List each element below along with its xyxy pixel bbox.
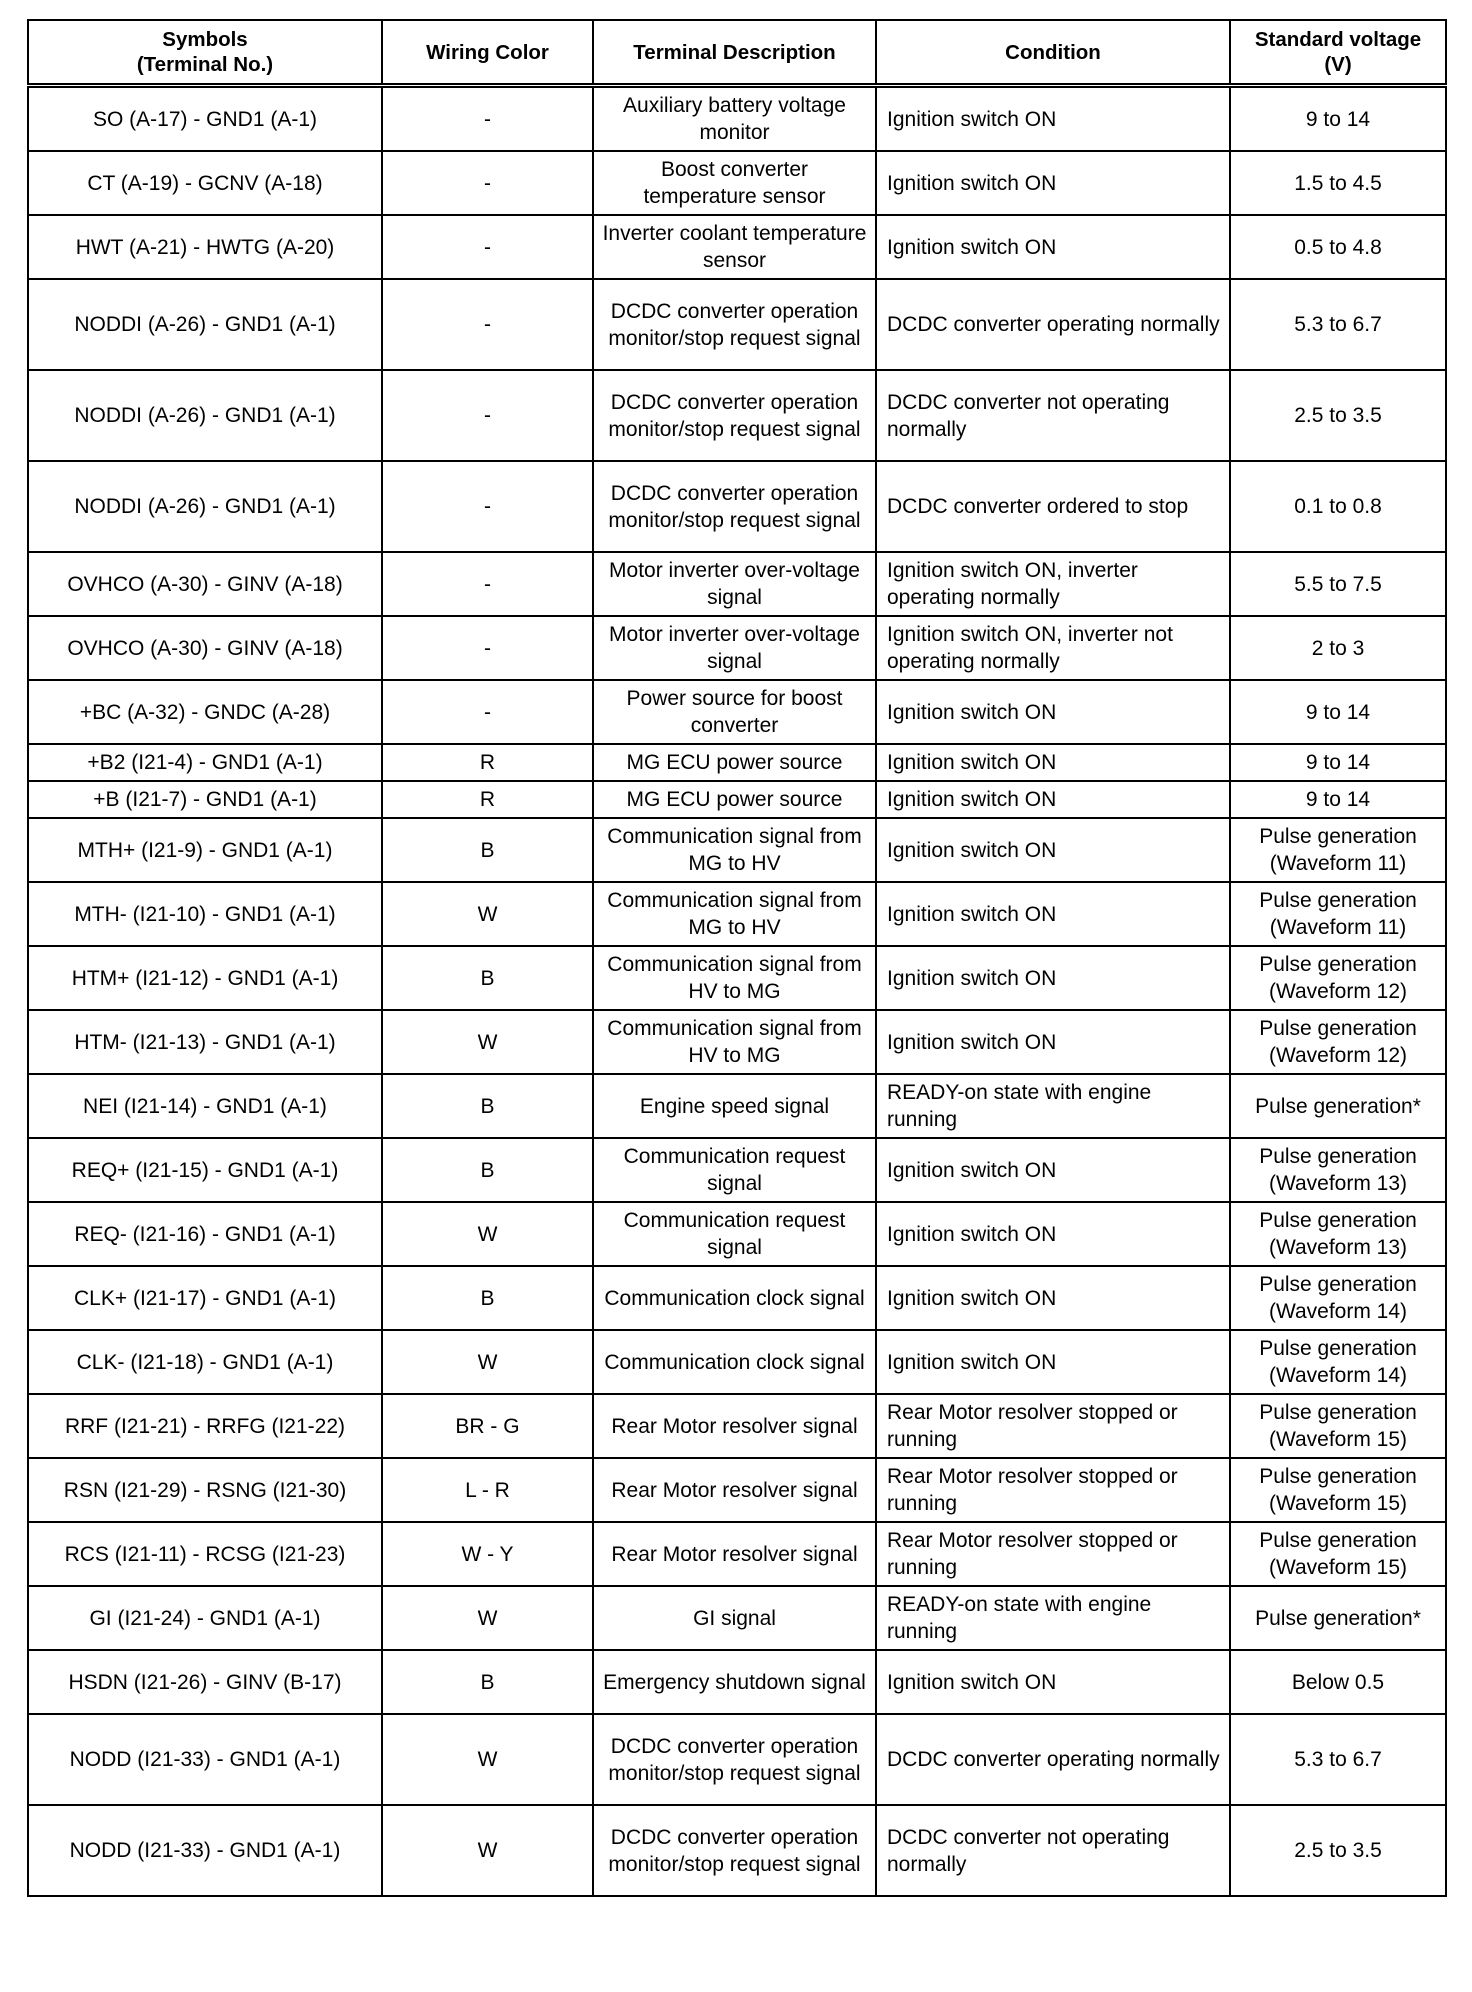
symbol-cell: CLK+ (I21-17) - GND1 (A-1) (28, 1266, 382, 1330)
description-cell: Communication request signal (593, 1138, 876, 1202)
table-row (28, 744, 1446, 781)
condition-cell: Ignition switch ON (876, 946, 1230, 1010)
voltage-cell: 5.5 to 7.5 (1230, 552, 1446, 616)
voltage-cell: Pulse generation* (1230, 1074, 1446, 1138)
voltage-cell: Pulse generation (Waveform 11) (1230, 818, 1446, 882)
table-row (28, 1805, 1446, 1896)
condition-cell: Rear Motor resolver stopped or running (876, 1458, 1230, 1522)
wiring-color-cell: - (382, 680, 593, 744)
wiring-color-cell: B (382, 946, 593, 1010)
symbol-cell: OVHCO (A-30) - GINV (A-18) (28, 616, 382, 680)
voltage-cell: Pulse generation (Waveform 12) (1230, 1010, 1446, 1074)
wiring-color-cell: - (382, 215, 593, 279)
voltage-cell: 0.1 to 0.8 (1230, 461, 1446, 552)
condition-cell: Ignition switch ON (876, 744, 1230, 781)
condition-cell: Ignition switch ON (876, 781, 1230, 818)
voltage-cell: Pulse generation (Waveform 11) (1230, 882, 1446, 946)
symbol-cell: NODDI (A-26) - GND1 (A-1) (28, 279, 382, 370)
description-cell: MG ECU power source (593, 744, 876, 781)
symbol-cell: GI (I21-24) - GND1 (A-1) (28, 1586, 382, 1650)
condition-cell: Ignition switch ON (876, 882, 1230, 946)
wiring-color-cell: - (382, 616, 593, 680)
wiring-color-cell: B (382, 818, 593, 882)
description-cell: DCDC converter operation monitor/stop request signal (593, 1714, 876, 1805)
wiring-color-cell: W (382, 1330, 593, 1394)
description-cell: Communication request signal (593, 1202, 876, 1266)
symbol-cell: NODDI (A-26) - GND1 (A-1) (28, 461, 382, 552)
wiring-color-cell: - (382, 151, 593, 215)
header-wiring-color: Wiring Color (382, 20, 593, 86)
wiring-color-cell: W - Y (382, 1522, 593, 1586)
description-cell: DCDC converter operation monitor/stop request signal (593, 279, 876, 370)
description-cell: Rear Motor resolver signal (593, 1522, 876, 1586)
condition-cell: Rear Motor resolver stopped or running (876, 1522, 1230, 1586)
symbol-cell: +BC (A-32) - GNDC (A-28) (28, 680, 382, 744)
description-cell: DCDC converter operation monitor/stop request signal (593, 461, 876, 552)
wiring-color-cell: L - R (382, 1458, 593, 1522)
description-cell: Emergency shutdown signal (593, 1650, 876, 1714)
table-row (28, 279, 1446, 370)
condition-cell: DCDC converter operating normally (876, 279, 1230, 370)
condition-cell: DCDC converter ordered to stop (876, 461, 1230, 552)
description-cell: Boost converter temperature sensor (593, 151, 876, 215)
voltage-cell: 2 to 3 (1230, 616, 1446, 680)
voltage-cell: Pulse generation (Waveform 13) (1230, 1138, 1446, 1202)
description-cell: Communication clock signal (593, 1266, 876, 1330)
table-row (28, 1330, 1446, 1394)
symbol-cell: SO (A-17) - GND1 (A-1) (28, 86, 382, 152)
wiring-color-cell: W (382, 1714, 593, 1805)
table-row (28, 1074, 1446, 1138)
header-condition: Condition (876, 20, 1230, 86)
symbol-cell: NODDI (A-26) - GND1 (A-1) (28, 370, 382, 461)
voltage-cell: Pulse generation (Waveform 15) (1230, 1394, 1446, 1458)
table-header-row (28, 20, 1446, 86)
table-row (28, 1394, 1446, 1458)
table-row (28, 616, 1446, 680)
wiring-color-cell: - (382, 461, 593, 552)
condition-cell: Ignition switch ON, inverter not operating normally (876, 616, 1230, 680)
wiring-color-cell: B (382, 1650, 593, 1714)
symbol-cell: RSN (I21-29) - RSNG (I21-30) (28, 1458, 382, 1522)
condition-cell: Ignition switch ON (876, 1330, 1230, 1394)
table-row (28, 1010, 1446, 1074)
voltage-cell: 5.3 to 6.7 (1230, 1714, 1446, 1805)
header-symbols: Symbols (Terminal No.) (28, 20, 382, 86)
wiring-color-cell: - (382, 370, 593, 461)
description-cell: Engine speed signal (593, 1074, 876, 1138)
table-row (28, 818, 1446, 882)
symbol-cell: HTM+ (I21-12) - GND1 (A-1) (28, 946, 382, 1010)
wiring-color-cell: - (382, 279, 593, 370)
table-row (28, 1714, 1446, 1805)
description-cell: Motor inverter over-voltage signal (593, 552, 876, 616)
description-cell: Motor inverter over-voltage signal (593, 616, 876, 680)
voltage-cell: 9 to 14 (1230, 680, 1446, 744)
voltage-cell: 9 to 14 (1230, 781, 1446, 818)
header-terminal-description: Terminal Description (593, 20, 876, 86)
symbol-cell: REQ+ (I21-15) - GND1 (A-1) (28, 1138, 382, 1202)
table-row (28, 1586, 1446, 1650)
table-row (28, 781, 1446, 818)
table-row (28, 1266, 1446, 1330)
description-cell: Communication signal from HV to MG (593, 946, 876, 1010)
condition-cell: Ignition switch ON (876, 215, 1230, 279)
voltage-cell: 0.5 to 4.8 (1230, 215, 1446, 279)
symbol-cell: NODD (I21-33) - GND1 (A-1) (28, 1714, 382, 1805)
condition-cell: Ignition switch ON (876, 1010, 1230, 1074)
table-row (28, 1458, 1446, 1522)
symbol-cell: HTM- (I21-13) - GND1 (A-1) (28, 1010, 382, 1074)
voltage-cell: Pulse generation* (1230, 1586, 1446, 1650)
terminal-voltage-table-sheet (27, 19, 1445, 1897)
voltage-cell: Pulse generation (Waveform 15) (1230, 1522, 1446, 1586)
table-row (28, 461, 1446, 552)
wiring-color-cell: R (382, 781, 593, 818)
table-row (28, 1138, 1446, 1202)
voltage-cell: Pulse generation (Waveform 14) (1230, 1330, 1446, 1394)
voltage-cell: 1.5 to 4.5 (1230, 151, 1446, 215)
symbol-cell: REQ- (I21-16) - GND1 (A-1) (28, 1202, 382, 1266)
symbol-cell: +B2 (I21-4) - GND1 (A-1) (28, 744, 382, 781)
table-row (28, 1522, 1446, 1586)
description-cell: DCDC converter operation monitor/stop request signal (593, 370, 876, 461)
condition-cell: READY-on state with engine running (876, 1586, 1230, 1650)
condition-cell: DCDC converter not operating normally (876, 370, 1230, 461)
table-row (28, 151, 1446, 215)
terminal-voltage-table (27, 19, 1447, 1897)
condition-cell: Ignition switch ON (876, 151, 1230, 215)
table-row (28, 215, 1446, 279)
symbol-cell: NODD (I21-33) - GND1 (A-1) (28, 1805, 382, 1896)
table-row (28, 552, 1446, 616)
symbol-cell: CT (A-19) - GCNV (A-18) (28, 151, 382, 215)
symbol-cell: HWT (A-21) - HWTG (A-20) (28, 215, 382, 279)
voltage-cell: Pulse generation (Waveform 15) (1230, 1458, 1446, 1522)
description-cell: Communication signal from MG to HV (593, 882, 876, 946)
table-row (28, 1650, 1446, 1714)
wiring-color-cell: W (382, 1805, 593, 1896)
condition-cell: Rear Motor resolver stopped or running (876, 1394, 1230, 1458)
voltage-cell: 2.5 to 3.5 (1230, 1805, 1446, 1896)
condition-cell: DCDC converter operating normally (876, 1714, 1230, 1805)
voltage-cell: Pulse generation (Waveform 13) (1230, 1202, 1446, 1266)
voltage-cell: 9 to 14 (1230, 86, 1446, 152)
symbol-cell: OVHCO (A-30) - GINV (A-18) (28, 552, 382, 616)
condition-cell: Ignition switch ON (876, 1266, 1230, 1330)
description-cell: MG ECU power source (593, 781, 876, 818)
wiring-color-cell: B (382, 1266, 593, 1330)
condition-cell: Ignition switch ON (876, 1138, 1230, 1202)
symbol-cell: +B (I21-7) - GND1 (A-1) (28, 781, 382, 818)
wiring-color-cell: BR - G (382, 1394, 593, 1458)
table-row (28, 882, 1446, 946)
voltage-cell: Pulse generation (Waveform 14) (1230, 1266, 1446, 1330)
wiring-color-cell: R (382, 744, 593, 781)
condition-cell: READY-on state with engine running (876, 1074, 1230, 1138)
table-row (28, 680, 1446, 744)
wiring-color-cell: W (382, 882, 593, 946)
description-cell: DCDC converter operation monitor/stop request signal (593, 1805, 876, 1896)
condition-cell: Ignition switch ON, inverter operating normally (876, 552, 1230, 616)
description-cell: GI signal (593, 1586, 876, 1650)
voltage-cell: 2.5 to 3.5 (1230, 370, 1446, 461)
wiring-color-cell: W (382, 1010, 593, 1074)
description-cell: Inverter coolant temperature sensor (593, 215, 876, 279)
wiring-color-cell: - (382, 552, 593, 616)
condition-cell: Ignition switch ON (876, 1650, 1230, 1714)
table-body (28, 86, 1446, 1897)
description-cell: Communication signal from MG to HV (593, 818, 876, 882)
wiring-color-cell: B (382, 1074, 593, 1138)
symbol-cell: NEI (I21-14) - GND1 (A-1) (28, 1074, 382, 1138)
voltage-cell: Below 0.5 (1230, 1650, 1446, 1714)
condition-cell: Ignition switch ON (876, 818, 1230, 882)
symbol-cell: RRF (I21-21) - RRFG (I21-22) (28, 1394, 382, 1458)
symbol-cell: HSDN (I21-26) - GINV (B-17) (28, 1650, 382, 1714)
voltage-cell: 9 to 14 (1230, 744, 1446, 781)
condition-cell: Ignition switch ON (876, 86, 1230, 152)
voltage-cell: 5.3 to 6.7 (1230, 279, 1446, 370)
wiring-color-cell: W (382, 1586, 593, 1650)
description-cell: Communication clock signal (593, 1330, 876, 1394)
header-standard-voltage: Standard voltage (V) (1230, 20, 1446, 86)
table-row (28, 370, 1446, 461)
wiring-color-cell: W (382, 1202, 593, 1266)
symbol-cell: RCS (I21-11) - RCSG (I21-23) (28, 1522, 382, 1586)
table-row (28, 1202, 1446, 1266)
table-row (28, 86, 1446, 152)
wiring-color-cell: - (382, 86, 593, 152)
symbol-cell: CLK- (I21-18) - GND1 (A-1) (28, 1330, 382, 1394)
table-row (28, 946, 1446, 1010)
description-cell: Communication signal from HV to MG (593, 1010, 876, 1074)
symbol-cell: MTH+ (I21-9) - GND1 (A-1) (28, 818, 382, 882)
wiring-color-cell: B (382, 1138, 593, 1202)
condition-cell: Ignition switch ON (876, 1202, 1230, 1266)
description-cell: Rear Motor resolver signal (593, 1394, 876, 1458)
symbol-cell: MTH- (I21-10) - GND1 (A-1) (28, 882, 382, 946)
description-cell: Auxiliary battery voltage monitor (593, 86, 876, 152)
description-cell: Rear Motor resolver signal (593, 1458, 876, 1522)
condition-cell: DCDC converter not operating normally (876, 1805, 1230, 1896)
condition-cell: Ignition switch ON (876, 680, 1230, 744)
voltage-cell: Pulse generation (Waveform 12) (1230, 946, 1446, 1010)
description-cell: Power source for boost converter (593, 680, 876, 744)
